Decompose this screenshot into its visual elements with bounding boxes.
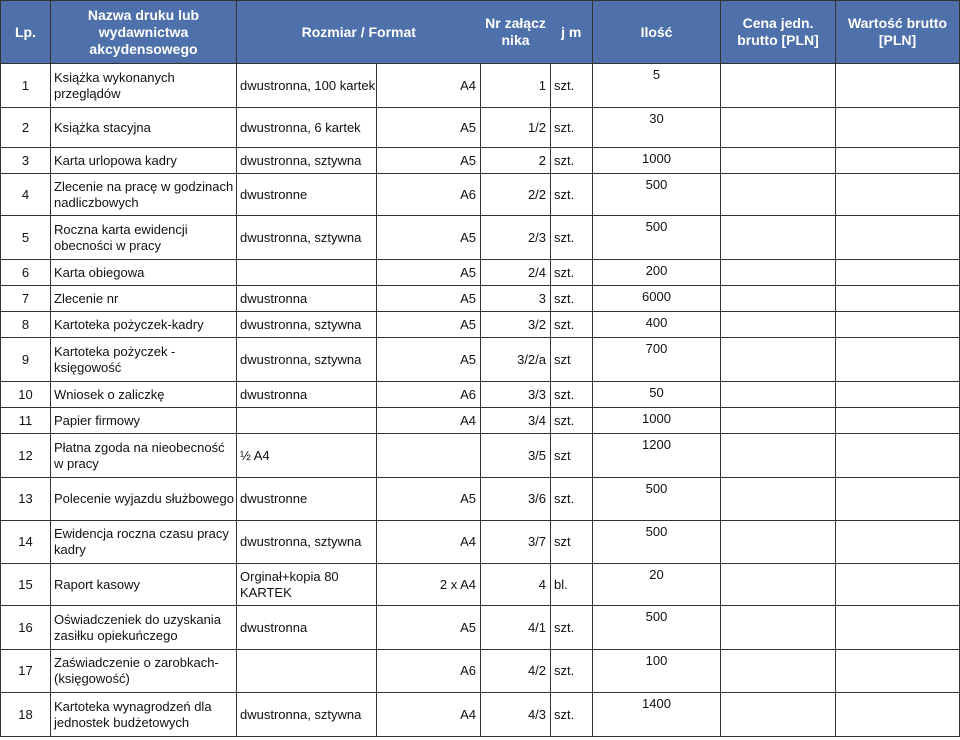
- lp-cell: 5: [1, 216, 51, 260]
- total-value-cell: [836, 478, 960, 521]
- attachment-number-cell: 4/3: [481, 693, 551, 737]
- size-cell: [237, 260, 377, 286]
- attachment-number-cell: 3/3: [481, 382, 551, 408]
- quantity-cell: 500: [593, 521, 721, 564]
- total-value-cell: [836, 434, 960, 478]
- name-cell: Wniosek o zaliczkę: [51, 382, 237, 408]
- total-value-cell: [836, 286, 960, 312]
- lp-cell: 8: [1, 312, 51, 338]
- lp-cell: 14: [1, 521, 51, 564]
- total-value-cell: [836, 521, 960, 564]
- name-cell: Książka wykonanych przeglądów: [51, 64, 237, 108]
- name-cell: Kartoteka pożyczek - księgowość: [51, 338, 237, 382]
- format-cell: A5: [377, 216, 481, 260]
- quantity-cell: 100: [593, 650, 721, 693]
- attachment-number-cell: 1: [481, 64, 551, 108]
- size-cell: dwustronna: [237, 382, 377, 408]
- quantity-cell: 30: [593, 108, 721, 148]
- format-cell: A5: [377, 148, 481, 174]
- unit-price-cell: [721, 312, 836, 338]
- unit-cell: szt.: [551, 693, 593, 737]
- size-cell: [237, 650, 377, 693]
- unit-cell: szt: [551, 434, 593, 478]
- format-cell: A5: [377, 260, 481, 286]
- unit-cell: szt.: [551, 382, 593, 408]
- header-jm: j m: [551, 1, 593, 64]
- name-cell: Zaświadczenie o zarobkach- (księgowość): [51, 650, 237, 693]
- total-value-cell: [836, 338, 960, 382]
- size-cell: dwustronna: [237, 606, 377, 650]
- size-cell: dwustronna, sztywna: [237, 312, 377, 338]
- attachment-number-cell: 3/5: [481, 434, 551, 478]
- quantity-cell: 5: [593, 64, 721, 108]
- unit-price-cell: [721, 564, 836, 606]
- unit-cell: szt.: [551, 286, 593, 312]
- lp-cell: 2: [1, 108, 51, 148]
- total-value-cell: [836, 148, 960, 174]
- name-cell: Zlecenie nr: [51, 286, 237, 312]
- size-cell: dwustronna, 6 kartek: [237, 108, 377, 148]
- unit-cell: szt.: [551, 408, 593, 434]
- name-cell: Papier firmowy: [51, 408, 237, 434]
- format-cell: A4: [377, 64, 481, 108]
- format-cell: A5: [377, 606, 481, 650]
- quantity-cell: 50: [593, 382, 721, 408]
- unit-cell: szt.: [551, 216, 593, 260]
- table-row: [1, 434, 960, 478]
- lp-cell: 1: [1, 64, 51, 108]
- lp-cell: 12: [1, 434, 51, 478]
- total-value-cell: [836, 606, 960, 650]
- table-row: [1, 64, 960, 108]
- total-value-cell: [836, 64, 960, 108]
- quantity-cell: 6000: [593, 286, 721, 312]
- quantity-cell: 700: [593, 338, 721, 382]
- header-lp: Lp.: [1, 1, 51, 64]
- size-cell: ½ A4: [237, 434, 377, 478]
- attachment-number-cell: 2: [481, 148, 551, 174]
- table-row: [1, 216, 960, 260]
- size-cell: dwustronna: [237, 286, 377, 312]
- attachment-number-cell: 3/2: [481, 312, 551, 338]
- name-cell: Zlecenie na pracę w godzinach nadliczbowych: [51, 174, 237, 216]
- total-value-cell: [836, 260, 960, 286]
- quantity-cell: 20: [593, 564, 721, 606]
- unit-cell: szt: [551, 338, 593, 382]
- size-cell: dwustronna, sztywna: [237, 521, 377, 564]
- format-cell: A4: [377, 693, 481, 737]
- name-cell: Ewidencja roczna czasu pracy kadry: [51, 521, 237, 564]
- name-cell: Oświadczeniek do uzyskania zasiłku opiekuńczego: [51, 606, 237, 650]
- total-value-cell: [836, 174, 960, 216]
- attachment-number-cell: 3/7: [481, 521, 551, 564]
- quantity-cell: 400: [593, 312, 721, 338]
- lp-cell: 18: [1, 693, 51, 737]
- quantity-cell: 500: [593, 606, 721, 650]
- unit-cell: szt.: [551, 64, 593, 108]
- header-nr: Nr załącz nika: [481, 1, 551, 64]
- table-row: [1, 564, 960, 606]
- quantity-cell: 1000: [593, 408, 721, 434]
- header-price: Cena jedn. brutto [PLN]: [721, 1, 836, 64]
- size-cell: dwustronna, sztywna: [237, 693, 377, 737]
- lp-cell: 3: [1, 148, 51, 174]
- unit-price-cell: [721, 478, 836, 521]
- unit-price-cell: [721, 260, 836, 286]
- size-cell: dwustronna, 100 kartek: [237, 64, 377, 108]
- name-cell: Kartoteka wynagrodzeń dla jednostek budżetowych: [51, 693, 237, 737]
- format-cell: 2 x A4: [377, 564, 481, 606]
- format-cell: A6: [377, 174, 481, 216]
- attachment-number-cell: 4/2: [481, 650, 551, 693]
- table-row: [1, 286, 960, 312]
- size-cell: dwustronna, sztywna: [237, 216, 377, 260]
- unit-price-cell: [721, 693, 836, 737]
- unit-price-cell: [721, 434, 836, 478]
- unit-price-cell: [721, 286, 836, 312]
- name-cell: Kartoteka pożyczek-kadry: [51, 312, 237, 338]
- table-row: [1, 174, 960, 216]
- format-cell: A5: [377, 312, 481, 338]
- unit-price-cell: [721, 606, 836, 650]
- size-cell: dwustronna, sztywna: [237, 148, 377, 174]
- quantity-cell: 500: [593, 174, 721, 216]
- unit-price-cell: [721, 338, 836, 382]
- quantity-cell: 500: [593, 216, 721, 260]
- unit-cell: szt.: [551, 108, 593, 148]
- unit-cell: szt.: [551, 312, 593, 338]
- unit-price-cell: [721, 650, 836, 693]
- attachment-number-cell: 3: [481, 286, 551, 312]
- table-row: [1, 338, 960, 382]
- unit-cell: szt.: [551, 650, 593, 693]
- lp-cell: 15: [1, 564, 51, 606]
- name-cell: Raport kasowy: [51, 564, 237, 606]
- lp-cell: 17: [1, 650, 51, 693]
- name-cell: Książka stacyjna: [51, 108, 237, 148]
- table-row: [1, 148, 960, 174]
- table-row: [1, 650, 960, 693]
- total-value-cell: [836, 382, 960, 408]
- table-row: [1, 312, 960, 338]
- format-cell: A5: [377, 286, 481, 312]
- table-row: [1, 382, 960, 408]
- unit-price-cell: [721, 382, 836, 408]
- size-cell: dwustronne: [237, 478, 377, 521]
- format-cell: [377, 434, 481, 478]
- table-row: [1, 478, 960, 521]
- total-value-cell: [836, 564, 960, 606]
- unit-cell: szt.: [551, 148, 593, 174]
- unit-cell: szt.: [551, 606, 593, 650]
- attachment-number-cell: 2/2: [481, 174, 551, 216]
- quantity-cell: 1400: [593, 693, 721, 737]
- lp-cell: 9: [1, 338, 51, 382]
- name-cell: Polecenie wyjazdu służbowego: [51, 478, 237, 521]
- lp-cell: 6: [1, 260, 51, 286]
- total-value-cell: [836, 408, 960, 434]
- format-cell: A4: [377, 408, 481, 434]
- unit-cell: szt.: [551, 174, 593, 216]
- total-value-cell: [836, 108, 960, 148]
- format-cell: A4: [377, 521, 481, 564]
- total-value-cell: [836, 693, 960, 737]
- quantity-cell: 500: [593, 478, 721, 521]
- lp-cell: 11: [1, 408, 51, 434]
- total-value-cell: [836, 216, 960, 260]
- format-cell: A5: [377, 338, 481, 382]
- quantity-cell: 1000: [593, 148, 721, 174]
- table-body: [1, 64, 960, 737]
- attachment-number-cell: 1/2: [481, 108, 551, 148]
- attachment-number-cell: 3/2/a: [481, 338, 551, 382]
- size-cell: dwustronna, sztywna: [237, 338, 377, 382]
- size-cell: Orginał+kopia 80 KARTEK: [237, 564, 377, 606]
- attachment-number-cell: 4: [481, 564, 551, 606]
- header-name: Nazwa druku lub wydawnictwa akcydensowego: [51, 1, 237, 64]
- header-qty: Ilość: [593, 1, 721, 64]
- header-value: Wartość brutto [PLN]: [836, 1, 960, 64]
- lp-cell: 10: [1, 382, 51, 408]
- attachment-number-cell: 4/1: [481, 606, 551, 650]
- lp-cell: 7: [1, 286, 51, 312]
- unit-price-cell: [721, 174, 836, 216]
- table-row: [1, 260, 960, 286]
- unit-price-cell: [721, 521, 836, 564]
- size-cell: [237, 408, 377, 434]
- lp-cell: 13: [1, 478, 51, 521]
- name-cell: Karta urlopowa kadry: [51, 148, 237, 174]
- header-format: Rozmiar / Format: [237, 1, 481, 64]
- format-cell: A6: [377, 650, 481, 693]
- unit-cell: szt.: [551, 478, 593, 521]
- unit-cell: bl.: [551, 564, 593, 606]
- unit-price-cell: [721, 216, 836, 260]
- table-row: [1, 408, 960, 434]
- name-cell: Roczna karta ewidencji obecności w pracy: [51, 216, 237, 260]
- total-value-cell: [836, 650, 960, 693]
- table-row: [1, 606, 960, 650]
- attachment-number-cell: 3/6: [481, 478, 551, 521]
- format-cell: A5: [377, 108, 481, 148]
- unit-cell: szt: [551, 521, 593, 564]
- attachment-number-cell: 3/4: [481, 408, 551, 434]
- table-row: [1, 693, 960, 737]
- table-row: [1, 108, 960, 148]
- unit-price-cell: [721, 64, 836, 108]
- total-value-cell: [836, 312, 960, 338]
- unit-price-cell: [721, 108, 836, 148]
- table-header-row: [1, 1, 960, 64]
- format-cell: A6: [377, 382, 481, 408]
- quantity-cell: 200: [593, 260, 721, 286]
- attachment-number-cell: 2/3: [481, 216, 551, 260]
- table-row: [1, 521, 960, 564]
- lp-cell: 4: [1, 174, 51, 216]
- name-cell: Karta obiegowa: [51, 260, 237, 286]
- lp-cell: 16: [1, 606, 51, 650]
- quantity-cell: 1200: [593, 434, 721, 478]
- attachment-number-cell: 2/4: [481, 260, 551, 286]
- unit-price-cell: [721, 148, 836, 174]
- name-cell: Płatna zgoda na nieobecność w pracy: [51, 434, 237, 478]
- unit-price-cell: [721, 408, 836, 434]
- unit-cell: szt.: [551, 260, 593, 286]
- size-cell: dwustronne: [237, 174, 377, 216]
- format-cell: A5: [377, 478, 481, 521]
